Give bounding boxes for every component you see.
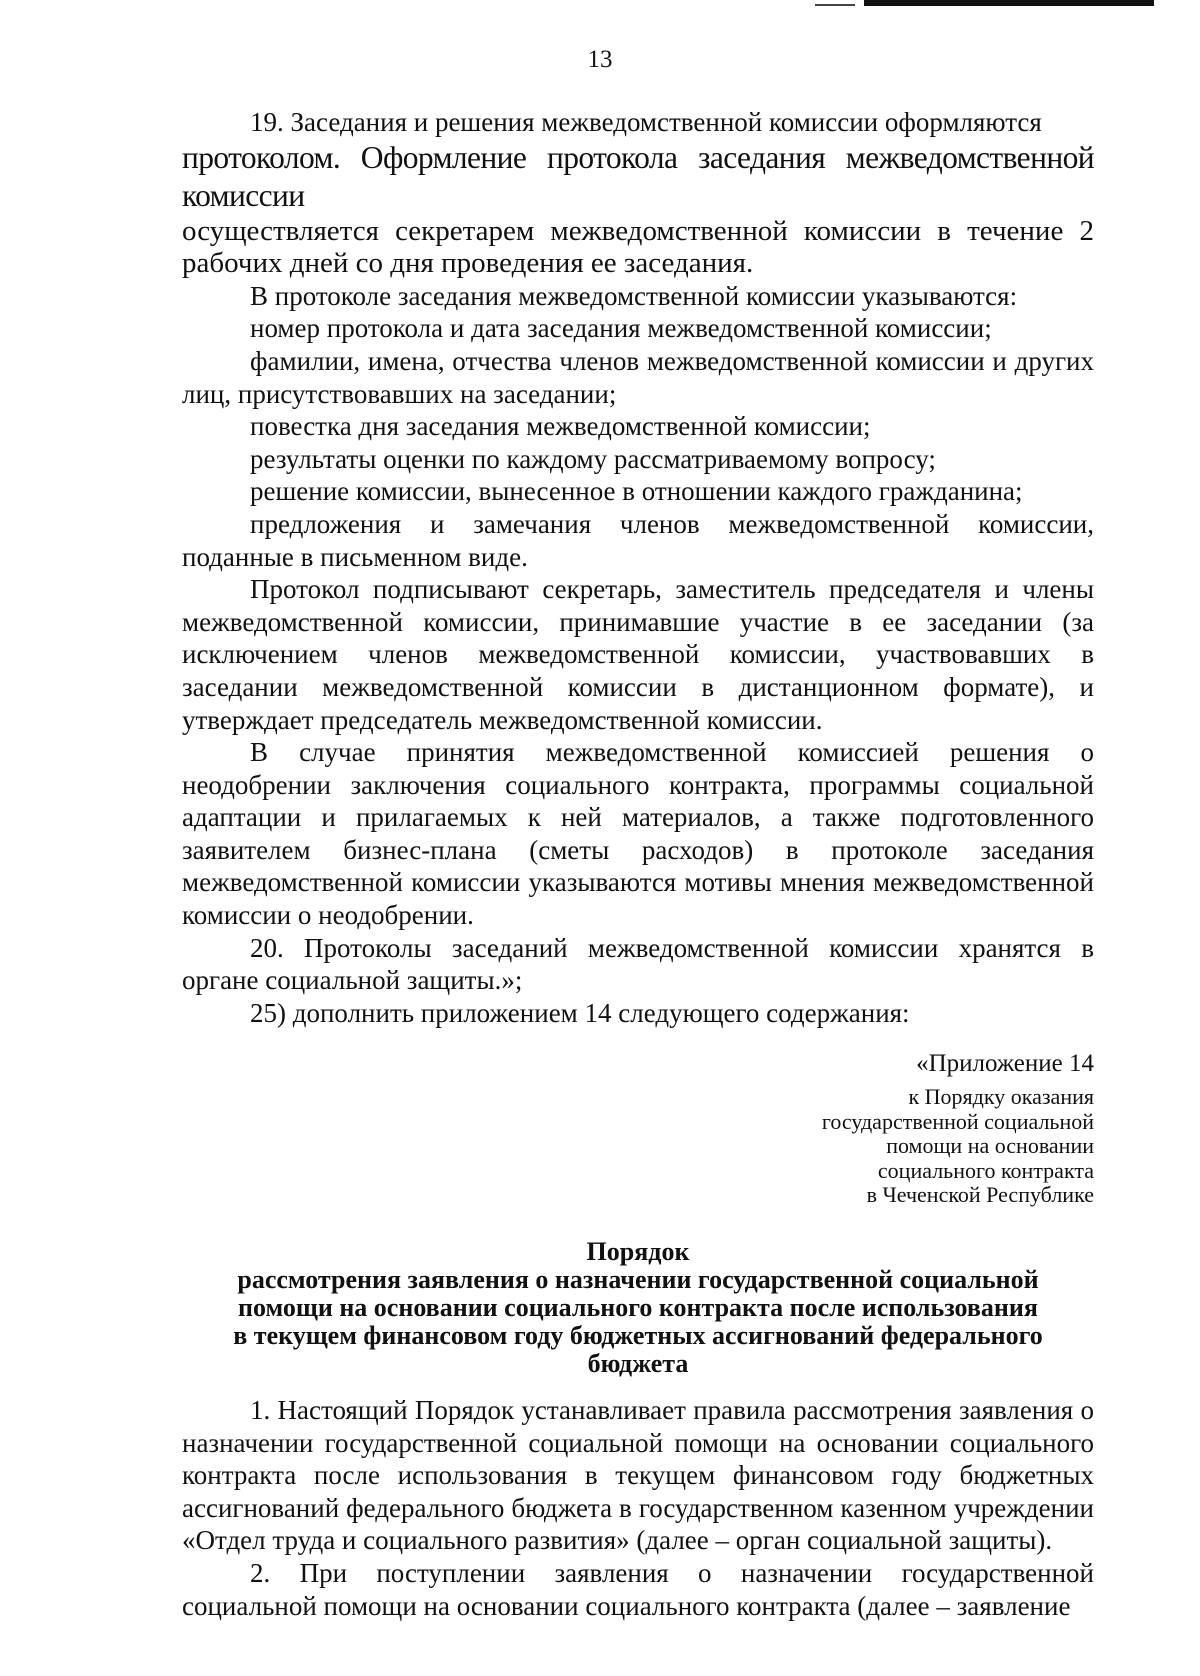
paragraph-25: 25) дополнить приложением 14 следующего содержания:: [250, 997, 910, 1028]
paragraph-19: 19. Заседания и решения межведомственной комиссии оформляются: [250, 107, 1042, 137]
paragraph-20: 20. Протоколы заседаний межведомственной комиссии хранятся в органе социальной защиты.»;: [182, 932, 1094, 996]
document-body: [182, 106, 1094, 1622]
list-item: повестка дня заседания межведомственной комиссии;: [250, 411, 871, 442]
heading-title: Порядок: [586, 1236, 690, 1266]
appendix-line: государственной социальной: [821, 1108, 1094, 1134]
heading-line: бюджета: [587, 1348, 689, 1378]
appendix-title: «Приложение 14: [916, 1050, 1094, 1078]
paragraph-19-rest: осуществляется секретарем межведомственной комиссии в течение 2 рабочих дней со дня проведения ее заседания.: [182, 214, 1094, 280]
appendix-line: помощи на основании: [886, 1133, 1094, 1159]
heading-line: помощи на основании социального контракта после использования: [238, 1292, 1038, 1322]
heading-line: рассмотрения заявления о назначении государственной социальной: [237, 1264, 1039, 1294]
appendix-reference: [182, 1049, 1094, 1208]
top-edge-dash: [815, 4, 855, 6]
appendix-line: в Чеченской Республике: [866, 1182, 1094, 1208]
procedure-paragraph-1: 1. Настоящий Порядок устанавливает правила рассмотрения заявления о назначении государственной социальной помощи на основании социального контракта после использования в текущем финансовом году бюджетных ассигнований федерального бюджета в государственном казенном учреждении «Отдел труда и социального развития» (далее – орган социальной защиты).: [182, 1394, 1094, 1556]
list-item: решение комиссии, вынесенное в отношении каждого гражданина;: [250, 476, 1023, 507]
appendix-line: к Порядку оказания: [908, 1084, 1094, 1110]
procedure-heading: [182, 1238, 1094, 1378]
protocol-list-intro: В протоколе заседания межведомственной комиссии указываются:: [250, 280, 1018, 311]
paragraph-rejection-case: В случае принятия межведомственной комиссией решения о неодобрении заключения социального контракта, программы социальной адаптации и прилагаемых к ней материалов, а также подготовленного заявителем бизнес-плана (сметы расходов) в протоколе заседания межведомственной комиссии указываются мотивы мнения межведомственной комиссии о неодобрении.: [182, 737, 1094, 931]
paragraph-protocol-signing: Протокол подписывают секретарь, заместитель председателя и члены межведомственной комиссии, принимавшие участие в ее заседании (за исключением членов межведомственной комиссии, участвовавших в заседании межведомственной комиссии в дистанционном формате), и утверждает председатель межведомственной комиссии.: [182, 574, 1094, 735]
top-edge-rule: [864, 0, 1154, 6]
list-item: предложения и замечания членов межведомственной комиссии, поданные в письменном виде.: [182, 508, 1094, 572]
paragraph-19-line2: протоколом. Оформление протокола заседания межведомственной комиссии: [182, 139, 1094, 213]
list-item: результаты оценки по каждому рассматриваемому вопросу;: [250, 443, 936, 474]
procedure-paragraph-2: 2. При поступлении заявления о назначении государственной социальной помощи на основании социального контракта (далее – заявление: [182, 1557, 1094, 1621]
list-item: фамилии, имена, отчества членов межведомственной комиссии и других лиц, присутствовавших на заседании;: [182, 345, 1094, 409]
page-number: 13: [587, 46, 613, 73]
list-item: номер протокола и дата заседания межведомственной комиссии;: [250, 313, 992, 344]
appendix-line: социального контракта: [877, 1157, 1094, 1183]
heading-line: в текущем финансовом году бюджетных ассигнований федерального: [233, 1320, 1043, 1350]
